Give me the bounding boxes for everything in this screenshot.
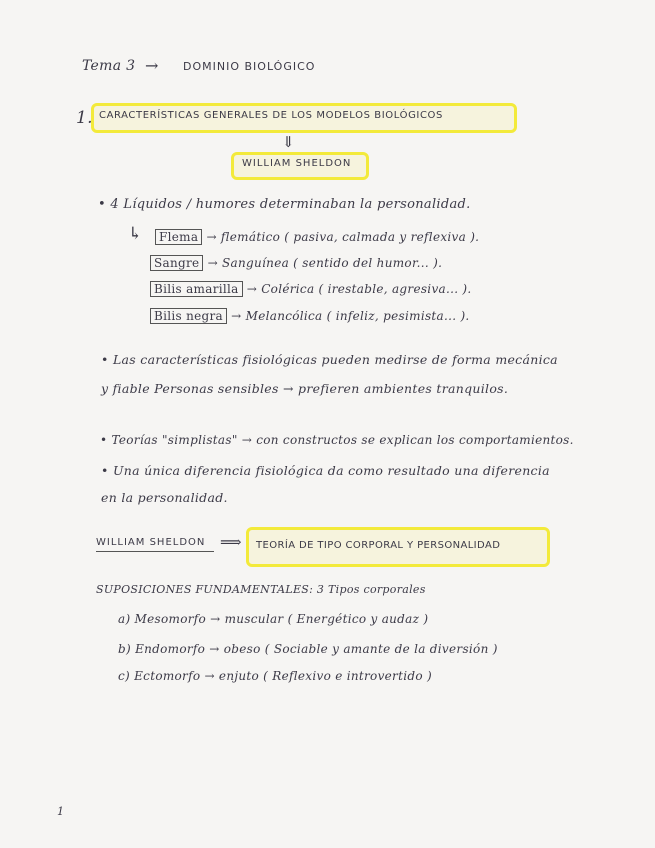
down-arrow: ⇓ bbox=[282, 133, 295, 151]
bullet-diferencia-line2: en la personalidad. bbox=[101, 490, 228, 505]
bullet-fisiologicas-line1: • Las características fisiológicas pueden medirse de forma mecánica bbox=[101, 352, 558, 367]
humor-desc: → flemático ( pasiva, calmada y reflexiva ). bbox=[206, 230, 480, 244]
bullet-teorias: • Teorías "simplistas" → con constructos se explican los comportamientos. bbox=[100, 433, 574, 447]
section-number: 1. bbox=[76, 108, 93, 128]
suposiciones-title: SUPOSICIONES FUNDAMENTALES: 3 Tipos corporales bbox=[96, 583, 426, 596]
humor-sangre bbox=[150, 256, 442, 270]
sheldon-arrow: ⟹ bbox=[220, 533, 242, 551]
theory-title: TEORÍA DE TIPO CORPORAL Y PERSONALIDAD bbox=[256, 540, 501, 551]
humor-bilis-amarilla bbox=[150, 282, 472, 296]
humor-name-box: Bilis amarilla bbox=[150, 281, 243, 297]
bullet-diferencia-line1: • Una única diferencia fisiológica da como resultado una diferencia bbox=[101, 463, 550, 478]
humor-name-box: Bilis negra bbox=[150, 308, 227, 324]
humor-name-box: Flema bbox=[155, 229, 202, 245]
bullet-humores: • 4 Líquidos / humores determinaban la personalidad. bbox=[98, 197, 471, 212]
humor-flema bbox=[155, 230, 479, 244]
header-title: DOMINIO BIOLÓGICO bbox=[183, 60, 316, 73]
page-number: 1 bbox=[57, 805, 65, 818]
section-title: CARACTERÍSTICAS GENERALES DE LOS MODELOS BIOLÓGICOS bbox=[99, 110, 443, 121]
header-arrow: → bbox=[145, 56, 159, 75]
tema-label: Tema 3 bbox=[82, 58, 136, 74]
sheldon-underline bbox=[96, 551, 214, 552]
sheldon-name: WILLIAM SHELDON bbox=[96, 537, 206, 548]
author-name: WILLIAM SHELDON bbox=[242, 158, 352, 169]
tipo-mesomorfo: a) Mesomorfo → muscular ( Energético y audaz ) bbox=[118, 612, 429, 626]
bullet-fisiologicas-line2: y fiable Personas sensibles → prefieren ambientes tranquilos. bbox=[101, 381, 509, 396]
hook-arrow: ↳ bbox=[128, 224, 143, 244]
humor-desc: → Melancólica ( infeliz, pesimista... ). bbox=[231, 309, 470, 323]
humor-desc: → Sanguínea ( sentido del humor... ). bbox=[207, 256, 443, 270]
tipo-ectomorfo: c) Ectomorfo → enjuto ( Reflexivo e introvertido ) bbox=[118, 669, 432, 683]
tipo-endomorfo: b) Endomorfo → obeso ( Sociable y amante de la diversión ) bbox=[118, 642, 498, 656]
humor-bilis-negra bbox=[150, 309, 470, 323]
humor-name-box: Sangre bbox=[150, 255, 203, 271]
humor-desc: → Colérica ( irestable, agresiva... ). bbox=[246, 282, 472, 296]
